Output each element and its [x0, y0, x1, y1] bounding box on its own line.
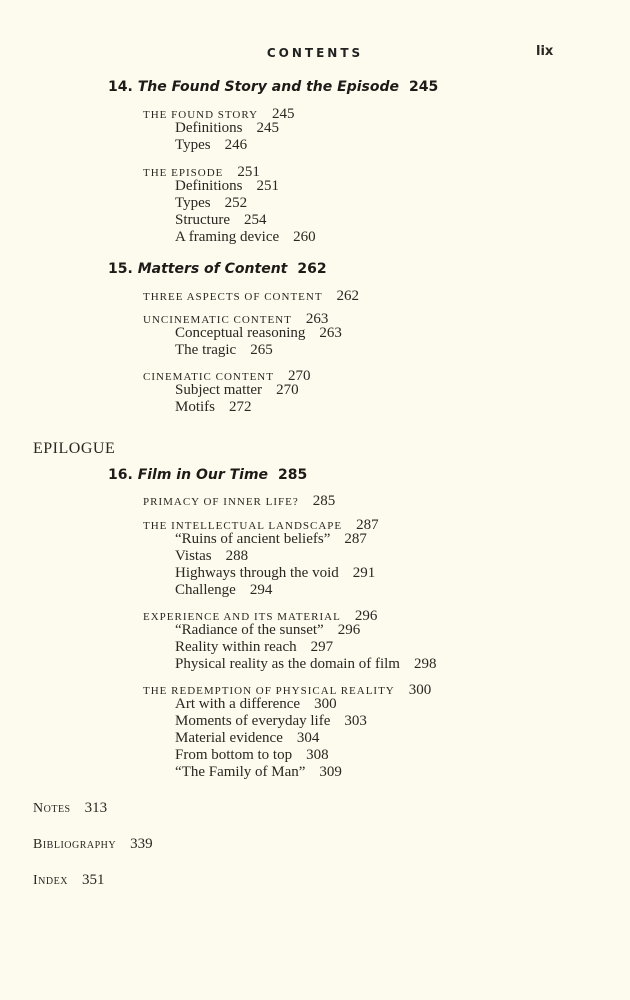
subsection-page: 303	[344, 713, 367, 729]
back-matter-page: 313	[84, 800, 108, 816]
subsection-framing-device	[175, 229, 316, 246]
subsection-title: The tragic	[175, 342, 237, 358]
subsection-title: Definitions	[175, 120, 243, 136]
chapter-16-heading	[108, 467, 307, 483]
section-page: 285	[312, 493, 336, 509]
subsection-moments	[175, 713, 367, 730]
subsection-title: From bottom to top	[175, 747, 293, 763]
section-title: THE EPISODE	[143, 167, 224, 179]
subsection-conceptual-reasoning	[175, 325, 342, 342]
subsection-page: 245	[256, 120, 279, 136]
subsection-page: 272	[229, 399, 252, 415]
back-matter-title: Index	[33, 873, 68, 888]
subsection-challenge	[175, 582, 272, 599]
section-title: UNCINEMATIC CONTENT	[143, 314, 292, 326]
subsection-structure	[175, 212, 266, 229]
subsection-vistas	[175, 548, 248, 565]
subsection-subject-matter	[175, 382, 299, 399]
page-number: lix	[536, 44, 554, 59]
chapter-title: Film in Our Time	[137, 467, 269, 483]
section-page: 270	[287, 368, 311, 384]
subsection-page: 246	[224, 137, 248, 153]
subsection-title: Subject matter	[175, 382, 263, 398]
subsection-title: Physical reality as the domain of film	[175, 656, 400, 672]
subsection-definitions	[175, 120, 279, 137]
subsection-title: Art with a difference	[175, 696, 301, 712]
chapter-14-heading	[108, 79, 438, 95]
subsection-title: A framing device	[175, 229, 280, 245]
section-three-aspects	[143, 288, 359, 305]
subsection-title: Definitions	[175, 178, 243, 194]
part-heading-epilogue: EPILOGUE	[33, 440, 116, 457]
subsection-title: Structure	[175, 212, 230, 228]
subsection-ruins	[175, 531, 367, 548]
subsection-definitions	[175, 178, 279, 195]
subsection-motifs	[175, 399, 252, 416]
section-title: THE FOUND STORY	[143, 109, 259, 121]
subsection-page: 263	[319, 325, 342, 341]
back-matter-page: 351	[81, 872, 105, 888]
section-page: 296	[354, 608, 378, 624]
back-matter-page: 339	[130, 836, 153, 852]
subsection-page: 252	[224, 195, 248, 211]
section-page: 245	[272, 106, 295, 122]
subsection-title: Challenge	[175, 582, 236, 598]
section-title: CINEMATIC CONTENT	[143, 371, 274, 383]
back-matter-bibliography	[33, 836, 153, 853]
back-matter-title: Bibliography	[33, 837, 117, 852]
section-title: THE REDEMPTION OF PHYSICAL REALITY	[143, 685, 395, 697]
subsection-page: 288	[225, 548, 249, 564]
back-matter-index	[33, 872, 104, 889]
chapter-number: 16.	[108, 467, 138, 483]
subsection-title: Motifs	[175, 399, 216, 415]
subsection-page: 300	[314, 696, 337, 712]
section-title: THE INTELLECTUAL LANDSCAPE	[143, 520, 343, 532]
subsection-bottom-to-top	[175, 747, 329, 764]
back-matter-notes	[33, 800, 107, 817]
subsection-title: “Radiance of the sunset”	[175, 622, 324, 638]
subsection-page: 254	[243, 212, 267, 228]
section-primacy-inner-life	[143, 493, 335, 510]
chapter-number: 14.	[108, 79, 138, 95]
section-title: EXPERIENCE AND ITS MATERIAL	[143, 611, 341, 623]
subsection-family-of-man	[175, 764, 342, 781]
subsection-page: 308	[306, 747, 329, 763]
subsection-page: 309	[319, 764, 342, 780]
subsection-page: 260	[293, 229, 316, 245]
subsection-radiance	[175, 622, 360, 639]
chapter-number: 15.	[108, 261, 138, 277]
subsection-title: Reality within reach	[175, 639, 297, 655]
subsection-title: Moments of everyday life	[175, 713, 331, 729]
subsection-types	[175, 137, 247, 154]
subsection-page: 265	[250, 342, 273, 358]
subsection-page: 298	[413, 656, 437, 672]
subsection-title: Types	[175, 195, 211, 211]
subsection-page: 294	[249, 582, 273, 598]
subsection-page: 270	[276, 382, 299, 398]
subsection-physical-reality	[175, 656, 436, 673]
subsection-page: 287	[344, 531, 367, 547]
section-page: 300	[408, 682, 432, 698]
chapter-title: Matters of Content	[137, 261, 288, 277]
section-page: 251	[237, 164, 260, 180]
section-title: THREE ASPECTS OF CONTENT	[143, 291, 323, 303]
chapter-title: The Found Story and the Episode	[137, 79, 399, 95]
section-title: PRIMACY OF INNER LIFE?	[143, 496, 299, 508]
back-matter-title: Notes	[33, 801, 71, 816]
subsection-page: 297	[310, 639, 334, 655]
chapter-page: 285	[278, 467, 308, 483]
chapter-15-heading	[108, 261, 327, 277]
subsection-page: 291	[352, 565, 376, 581]
section-page: 262	[336, 288, 360, 304]
chapter-page: 245	[408, 79, 439, 95]
subsection-page: 304	[296, 730, 320, 746]
subsection-title: “The Family of Man”	[175, 764, 306, 780]
subsection-title: Conceptual reasoning	[175, 325, 306, 341]
subsection-title: Highways through the void	[175, 565, 339, 581]
subsection-art-difference	[175, 696, 337, 713]
subsection-tragic	[175, 342, 273, 359]
subsection-highways	[175, 565, 375, 582]
subsection-material-evidence	[175, 730, 319, 747]
subsection-title: Types	[175, 137, 211, 153]
subsection-title: “Ruins of ancient beliefs”	[175, 531, 331, 547]
section-page: 287	[356, 517, 379, 533]
subsection-page: 251	[256, 178, 279, 194]
subsection-title: Material evidence	[175, 730, 283, 746]
subsection-reality-within-reach	[175, 639, 333, 656]
chapter-page: 262	[297, 261, 327, 277]
subsection-title: Vistas	[175, 548, 212, 564]
section-page: 263	[305, 311, 329, 327]
running-head: CONTENTS	[266, 46, 364, 60]
subsection-page: 296	[337, 622, 361, 638]
subsection-types	[175, 195, 247, 212]
